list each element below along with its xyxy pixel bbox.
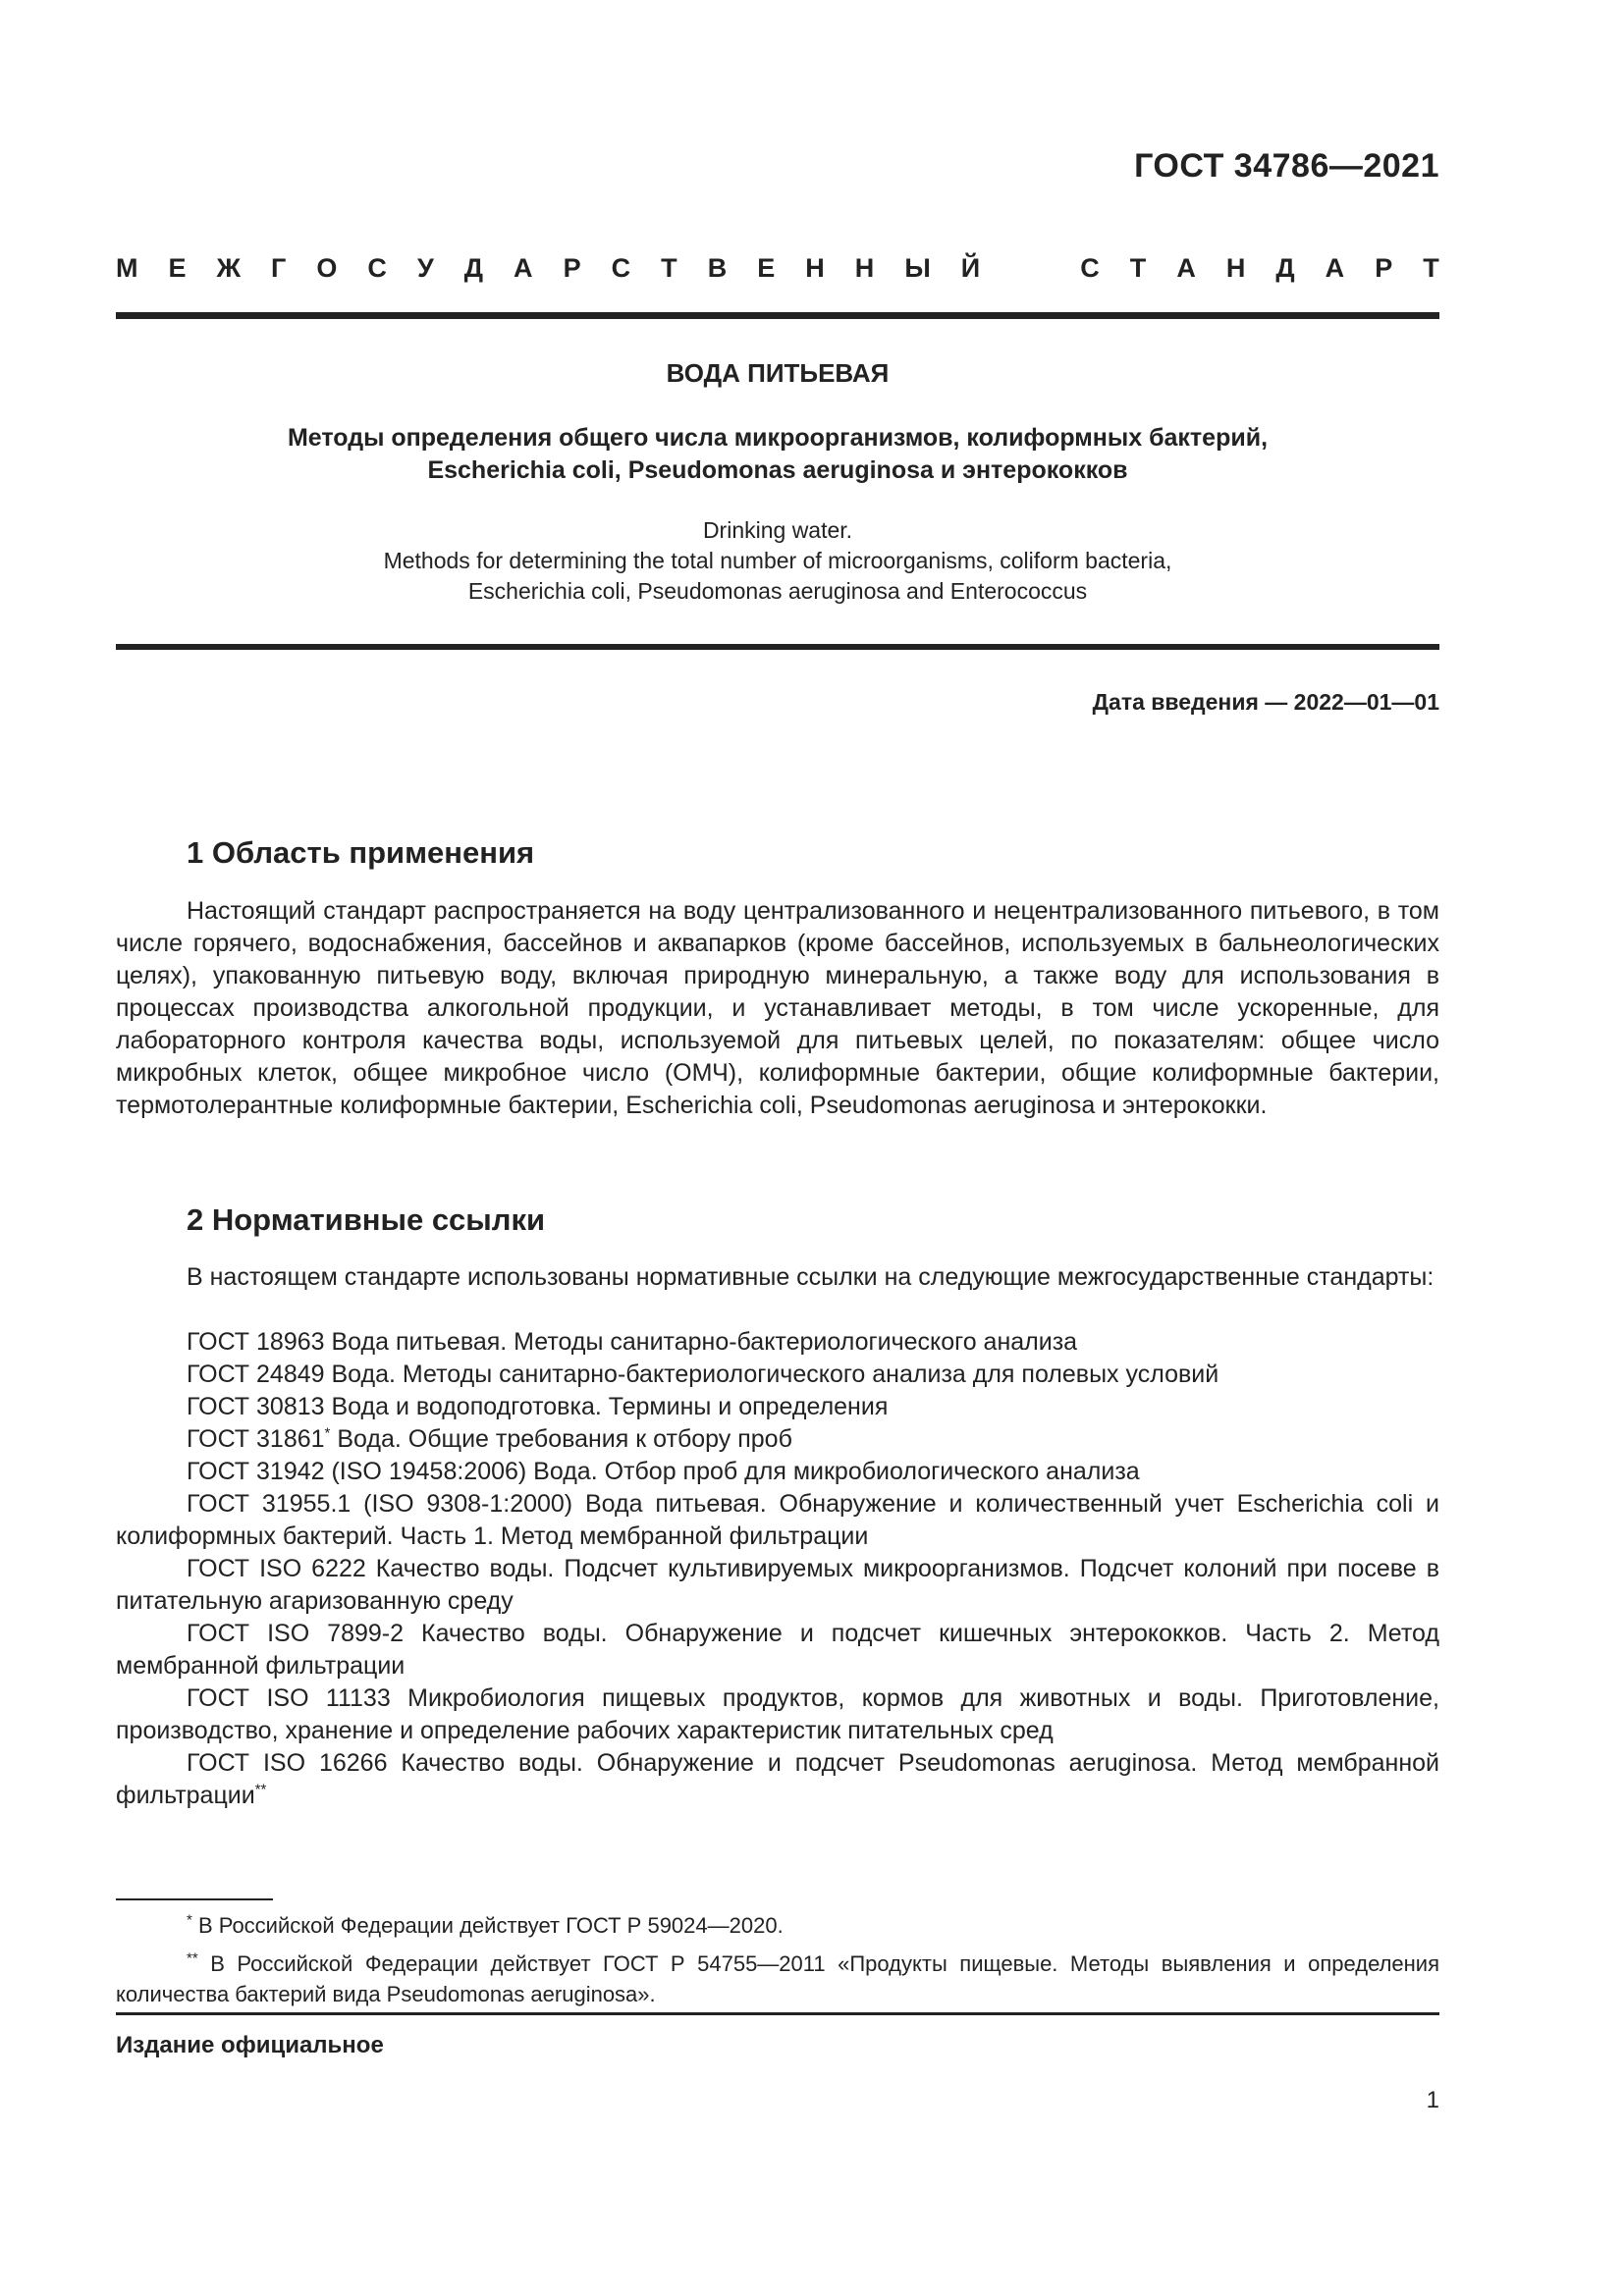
standard-type-letter: Т — [1129, 253, 1147, 283]
edition-label: Издание официальное — [116, 2032, 384, 2058]
document-number: ГОСТ 34786—2021 — [1134, 147, 1439, 185]
english-title-line: Escherichia coli, Pseudomonas aeruginosa and Enterococcus — [467, 578, 1088, 604]
header-rule — [116, 312, 1439, 319]
standard-type-letter: Й — [960, 253, 981, 283]
standard-type-letter: Е — [757, 253, 776, 283]
standard-type-letter: Н — [805, 253, 825, 283]
footnote-text: В Российской Федерации действует ГОСТ Р 54755—2011 «Продукты пищевые. Методы выявления и определения количества бактерий вида Pseudomonas aeruginosa». — [116, 1951, 1439, 2006]
document-title: ВОДА ПИТЬЕВАЯ — [666, 358, 890, 388]
reference-item: ГОСТ ISO 11133 Микробиология пищевых продуктов, кормов для животных и воды. Приготовление, производство, хранение и определение рабочих характеристик питательных сред — [116, 1684, 1439, 1744]
standard-type-letter: Р — [563, 253, 581, 283]
reference-list — [116, 1326, 1439, 1812]
reference-item: ГОСТ 24849 Вода. Методы санитарно-бактериологического анализа для полевых условий — [187, 1361, 1219, 1388]
footnote-text: В Российской Федерации действует ГОСТ Р 59024—2020. — [191, 1913, 784, 1938]
references-intro: В настоящем стандарте использованы нормативные ссылки на следующие межгосударственные стандарты: — [187, 1263, 1435, 1291]
reference-item — [116, 1747, 1439, 1812]
introduction-date: Дата введения — 2022—01—01 — [1092, 689, 1439, 715]
section-heading-scope: 1 Область применения — [187, 835, 535, 870]
standard-type-letter: Д — [463, 253, 484, 283]
reference-item: ГОСТ 18963 Вода питьевая. Методы санитарно-бактериологического анализа — [187, 1328, 1078, 1356]
standard-type-letter: В — [707, 253, 728, 283]
title-rule — [116, 644, 1439, 650]
reference-item: ГОСТ 31942 (ISO 19458:2006) Вода. Отбор проб для микробиологического анализа — [187, 1458, 1140, 1485]
page-number: 1 — [1426, 2087, 1439, 2113]
english-title — [116, 515, 1439, 607]
reference-item: ГОСТ ISO 7899-2 Качество воды. Обнаружение и подсчет кишечных энтерококков. Часть 2. Метод мембранной фильтрации — [116, 1620, 1439, 1680]
subtitle-line: Методы определения общего числа микроорганизмов, колиформных бактерий, — [287, 424, 1269, 452]
footnote — [116, 1949, 1439, 2009]
standard-type-letter: О — [316, 253, 338, 283]
standard-type-letter: Т — [661, 253, 677, 283]
reference-item: ГОСТ 30813 Вода и водоподготовка. Термины и определения — [187, 1393, 889, 1420]
standard-type-letter: А — [1325, 253, 1345, 283]
standard-type-letter: М — [116, 253, 138, 283]
subtitle-line: Escherichia coli, Pseudomonas aeruginosa и энтерококков — [427, 456, 1128, 484]
scope-paragraph: Настоящий стандарт распространяется на воду централизованного и нецентрализованного питьевого, в том числе горячего, водоснабжения, бассейнов и аквапарков (кроме бассейнов, используемых в бальнеологических целях), упакованную питьевую воду, включая природную минеральную, а также воду для использования в процессах производства алкогольной продукции, и устанавливает методы, в том числе ускоренные, для лабораторного контроля качества воды, используемой для питьевых целей, по показателям: общее число микробных клеток, общее микробное число (ОМЧ), колиформные бактерии, общие колиформные бактерии, термотолерантные колиформные бактерии, Escherichia coli, Pseudomonas aeruginosa и энтерококки. — [116, 897, 1439, 1119]
section-heading-references: 2 Нормативные ссылки — [187, 1202, 546, 1237]
standard-type-letter: Н — [1225, 253, 1246, 283]
standard-type-heading — [116, 253, 1439, 284]
standard-type-letter: У — [416, 253, 434, 283]
footnote-marker: ** — [254, 1781, 267, 1798]
footnote-marker: ** — [187, 1949, 198, 1967]
reference-text: ГОСТ 31861 — [187, 1425, 325, 1453]
standard-type-letter: Ы — [904, 253, 931, 283]
reference-text: ГОСТ ISO 16266 Качество воды. Обнаружение и подсчет Pseudomonas aeruginosa. Метод мембранной фильтрации — [116, 1749, 1439, 1809]
english-title-line: Methods for determining the total number of microorganisms, coliform bacteria, — [383, 548, 1172, 573]
standard-type-letter: Р — [1375, 253, 1393, 283]
standard-type-letter: А — [1176, 253, 1196, 283]
standard-type-letter: С — [367, 253, 387, 283]
standard-type-letter: Е — [168, 253, 187, 283]
reference-item — [116, 1423, 1439, 1456]
reference-item: ГОСТ 31955.1 (ISO 9308-1:2000) Вода питьевая. Обнаружение и количественный учет Escherichia coli и колиформных бактерий. Часть 1. Метод мембранной фильтрации — [116, 1490, 1439, 1550]
footnote-marker: * — [324, 1424, 331, 1442]
standard-type-letter: А — [514, 253, 533, 283]
english-title-line: Drinking water. — [702, 517, 853, 543]
footnote — [116, 1910, 1439, 1941]
standard-type-letter: Т — [1423, 253, 1439, 283]
footer-rule — [116, 2012, 1439, 2015]
reference-item: ГОСТ ISO 6222 Качество воды. Подсчет культивируемых микроорганизмов. Подсчет колоний при посеве в питательную агаризованную среду — [116, 1555, 1439, 1615]
word-gap — [1010, 253, 1050, 284]
standard-type-letter: Д — [1275, 253, 1295, 283]
document-subtitle — [116, 422, 1439, 487]
standard-type-letter: С — [611, 253, 631, 283]
standard-type-letter: Г — [271, 253, 287, 283]
footnote-separator — [116, 1898, 273, 1900]
standard-type-letter: Н — [854, 253, 875, 283]
standard-type-letter: С — [1080, 253, 1100, 283]
footnote-marker: * — [187, 1911, 192, 1929]
standard-type-letter: Ж — [216, 253, 241, 283]
reference-text: Вода. Общие требования к отбору проб — [330, 1425, 792, 1453]
